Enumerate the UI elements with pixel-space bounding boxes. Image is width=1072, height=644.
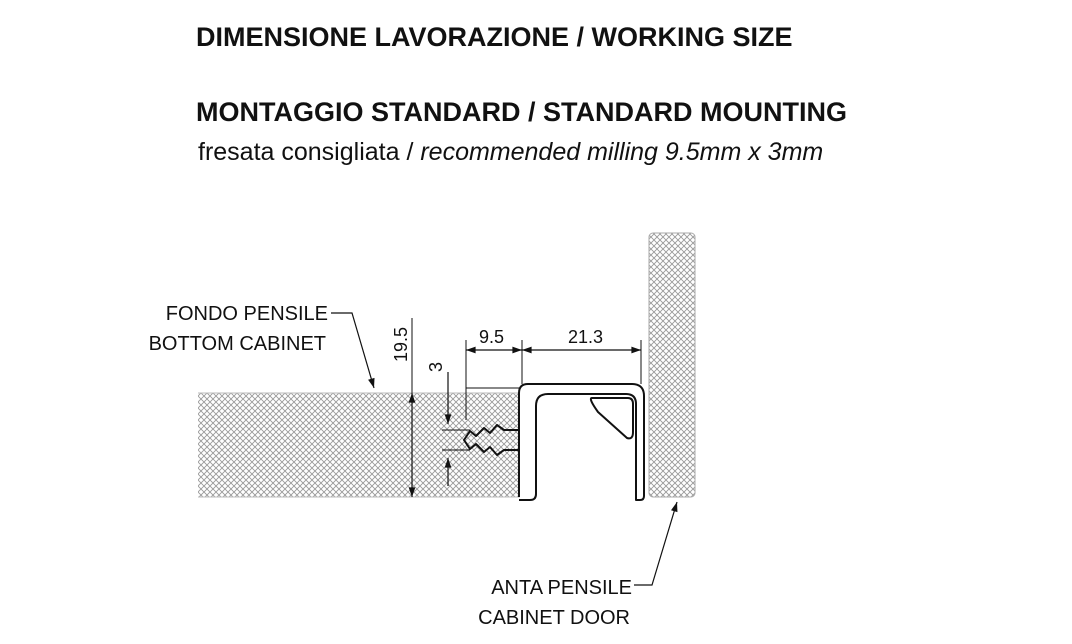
milling-english: recommended milling 9.5mm x 3mm <box>420 138 824 166</box>
bottom-cabinet-panel <box>198 393 519 497</box>
label-door-en: CABINET DOOR <box>478 607 630 629</box>
milling-italian: fresata consigliata / <box>198 138 421 166</box>
label-bottom-it: FONDO PENSILE <box>165 303 328 325</box>
dim-height-total: 19.5 <box>391 326 411 362</box>
label-bottom-en: BOTTOM CABINET <box>148 333 326 355</box>
title-working-size: DIMENSIONE LAVORAZIONE / WORKING SIZE <box>196 22 793 52</box>
label-door-it: ANTA PENSILE <box>491 577 632 599</box>
title-standard-mounting: MONTAGGIO STANDARD / STANDARD MOUNTING <box>196 97 847 127</box>
dim-groove-depth: 3 <box>426 361 446 372</box>
dim-offset: 21.3 <box>568 327 604 347</box>
cabinet-door-panel <box>649 233 695 497</box>
dim-groove-width: 9.5 <box>479 327 505 347</box>
